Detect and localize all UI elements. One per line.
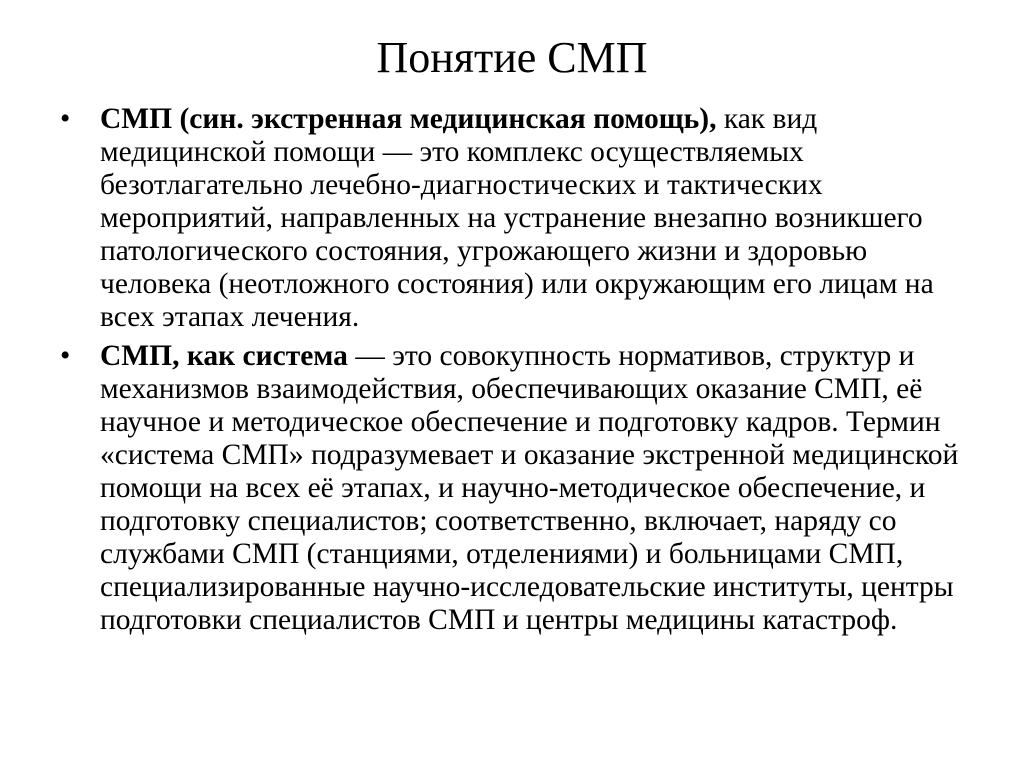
- bullet-dot-icon: •: [60, 340, 71, 372]
- bullet-item-definition: [60, 103, 970, 334]
- term-smp: СМП (син. экстренная медицинская помощь),: [100, 103, 717, 135]
- bullet-dot-icon: •: [60, 103, 71, 135]
- bullet-list: [60, 103, 970, 643]
- page-title: Понятие СМП: [376, 33, 648, 82]
- definition-text: как вид медицинской помощи — это комплекс осуществляемых безотлагательно лечебно-диагностических и тактических мероприятий, направленных на устранение внезапно возникшего патологического состояния, угрожающего жизни и здоровью человека (неотложного состояния) или окружающим его лицам на всех этапах лечения.: [100, 103, 934, 333]
- bullet-item-system: [60, 340, 970, 637]
- system-text: — это совокупность нормативов, структур и механизмов взаимодействия, обеспечивающих оказание СМП, её научное и методическое обеспечение и подготовку кадров. Термин «система СМП» подразумевает и оказание экстренной медицинской помощи на всех её этапах, и научно-методическое обеспечение, и подготовку специалистов; соответственно, включает, наряду со службами СМП (станциями, отделениями) и больницами СМП, специализированные научно-исследовательские институты, центры подготовки специалистов СМП и центры медицины катастроф.: [100, 340, 959, 636]
- term-smp-system: СМП, как система: [100, 340, 348, 372]
